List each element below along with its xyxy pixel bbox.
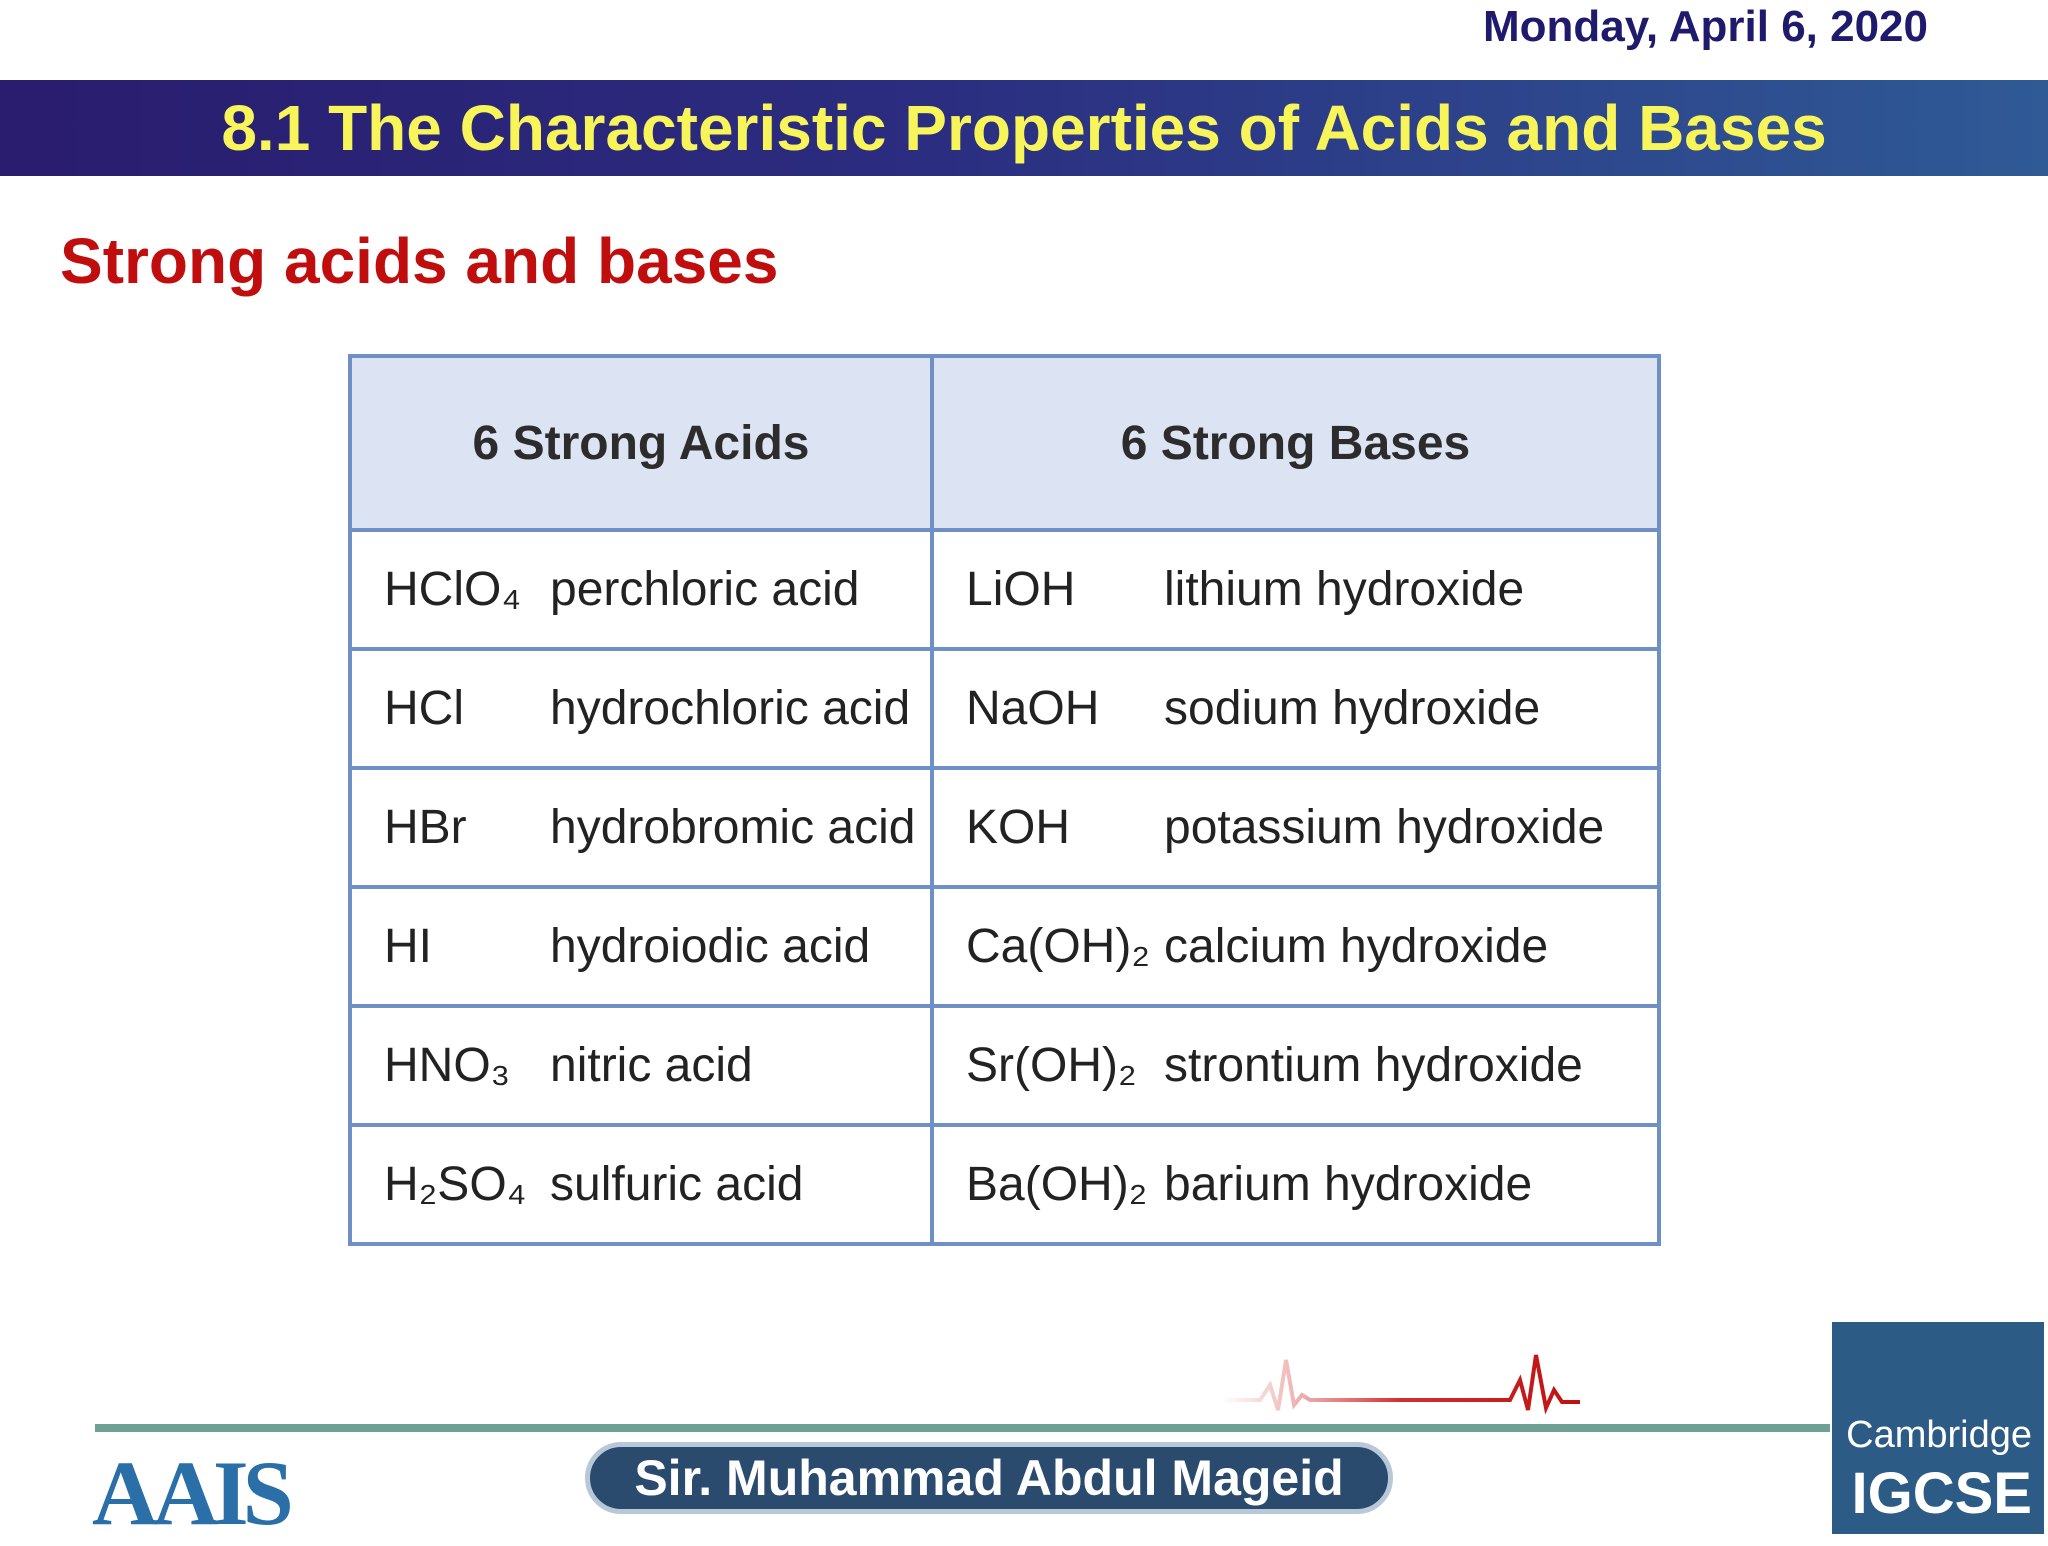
footer-divider — [95, 1424, 1830, 1432]
acid-name: nitric acid — [550, 1006, 932, 1125]
table-row — [350, 1125, 1659, 1244]
base-formula: Ca(OH)₂ — [932, 887, 1164, 1006]
teacher-name-box — [585, 1442, 1393, 1514]
base-formula: Sr(OH)₂ — [932, 1006, 1164, 1125]
acid-name: hydroiodic acid — [550, 887, 932, 1006]
teacher-name: Sir. Muhammad Abdul Mageid — [634, 1450, 1344, 1506]
badge-cambridge-text: Cambridge — [1846, 1414, 2032, 1456]
acid-formula: HBr — [350, 768, 550, 887]
base-name: calcium hydroxide — [1164, 887, 1659, 1006]
base-name: potassium hydroxide — [1164, 768, 1659, 887]
base-name: sodium hydroxide — [1164, 649, 1659, 768]
bases-header: 6 Strong Bases — [932, 356, 1659, 530]
title-banner — [0, 80, 2048, 176]
section-title: Strong acids and bases — [60, 225, 779, 297]
badge-igcse-text: IGCSE — [1851, 1461, 2032, 1526]
cambridge-igcse-badge — [1832, 1322, 2044, 1534]
acid-name: sulfuric acid — [550, 1125, 932, 1244]
base-formula: KOH — [932, 768, 1164, 887]
base-name: strontium hydroxide — [1164, 1006, 1659, 1125]
acid-name: perchloric acid — [550, 530, 932, 649]
table-header-row — [350, 356, 1659, 530]
base-formula: NaOH — [932, 649, 1164, 768]
acid-formula: HNO₃ — [350, 1006, 550, 1125]
base-name: barium hydroxide — [1164, 1125, 1659, 1244]
acid-formula: HCl — [350, 649, 550, 768]
table-row — [350, 768, 1659, 887]
acid-name: hydrochloric acid — [550, 649, 932, 768]
base-name: lithium hydroxide — [1164, 530, 1659, 649]
base-formula: LiOH — [932, 530, 1164, 649]
table-row — [350, 1006, 1659, 1125]
acid-name: hydrobromic acid — [550, 768, 932, 887]
slide-title: 8.1 The Characteristic Properties of Acids and Bases — [221, 92, 1827, 164]
acid-formula: HI — [350, 887, 550, 1006]
acids-header: 6 Strong Acids — [350, 356, 932, 530]
acid-formula: HClO₄ — [350, 530, 550, 649]
slide-date: Monday, April 6, 2020 — [1482, 2, 1928, 51]
aais-logo: AAIS — [92, 1442, 288, 1544]
table-row — [350, 649, 1659, 768]
heartbeat-line-icon — [1220, 1350, 1590, 1420]
table-row — [350, 887, 1659, 1006]
table-row — [350, 530, 1659, 649]
base-formula: Ba(OH)₂ — [932, 1125, 1164, 1244]
strong-acids-bases-table — [348, 354, 1661, 1246]
acid-formula: H₂SO₄ — [350, 1125, 550, 1244]
